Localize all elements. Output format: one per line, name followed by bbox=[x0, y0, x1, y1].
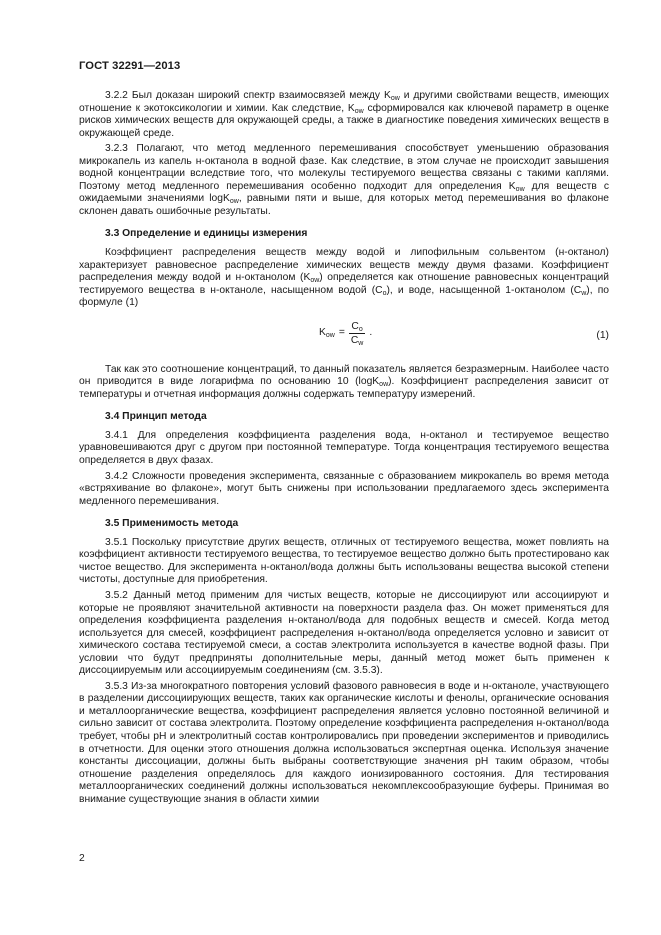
text-segment: ) определяется как отношение равновесных концентраций тестируемого вещества в н-октаноле, насыщенном водой (C bbox=[79, 272, 609, 296]
section-heading-3-4: 3.4 Принцип метода bbox=[105, 411, 207, 423]
paragraph-3-2-2 bbox=[79, 90, 609, 140]
paragraph-3-5-1: 3.5.1 Поскольку присутствие других веществ, отличных от тестируемого вещества, может повлиять на коэффициент активности тестируемого вещества, то тестируемое вещество должно быть протестировано как чистое вещество. Для эксперимента н-октанол/вода должны быть использованы вещества высокой степени чистоты, доступные для приобретения. bbox=[79, 536, 609, 586]
formula-period: . bbox=[369, 326, 373, 338]
formula-1 bbox=[319, 320, 372, 347]
paragraph-3-5-3: 3.5.3 Из-за многократного повторения условий фазового равновесия в воде и н-октаноле, участвующего в разделении диссоциирующих веществ, таких как органические кислоты и фенолы, органические основания и металлоорганические вещества, коэффициент распределения является условно постоянной величиной и сильно зависит от состава электролита. Поэтому определение коэффициента распределения н-октанол/вода требует, чтобы pH и электролитный состав контролировались при проведении экспериментов и приводились в отчетности. Для оценки этого отношения должна использоваться экспертная оценка. Используя значение константы диссоциации, должны быть выбраны соответствующие значения pH таким образом, чтобы отношение разделения определялось для каждого ионизированного состояния. Для тестирования металлоорганических соединений должны использоваться некомплексообразующие буферы. Принимая во внимание существующие знания в области химии bbox=[79, 680, 609, 805]
text-segment: ), и воде, насыщенной 1-октанолом (C bbox=[386, 284, 582, 296]
formula-fraction bbox=[349, 320, 366, 347]
section-heading-3-5: 3.5 Применимость метода bbox=[105, 518, 239, 530]
subscript: ow bbox=[390, 95, 400, 102]
paragraph-3-2-3 bbox=[79, 143, 609, 218]
formula-symbol: C bbox=[351, 320, 359, 332]
paragraph-3-4-2: 3.4.2 Сложности проведения эксперимента, связанные с образованием микрокапель во время метода «встряхивание во флаконе», могут быть снижены при использовании предлагаемого здесь эксперимента медленного перемешивания. bbox=[79, 470, 609, 507]
page-number: 2 bbox=[79, 853, 85, 864]
document-body bbox=[79, 90, 609, 806]
subscript: ow bbox=[229, 198, 239, 206]
paragraph-3-5-2: 3.5.2 Данный метод применим для чистых веществ, которые не диссоциируют или ассоциируют и которые не проявляют значительной активности на поверхности раздела фаз. Он может применяться для определения коэффициента разделения н-октанол/вода для подобных веществ и смесей. Когда метод используется для смесей, коэффициент распределения н-октанол/вода определяется условно и зависит от химического состава тестируемой смеси, а состав электролита используется в качестве водной фазы. При условии что будут предприняты дополнительные меры, данный метод может быть применен к диссоциируемым или ассоциируемым соединениям (см. 3.5.3). bbox=[79, 589, 609, 677]
document-header: ГОСТ 32291—2013 bbox=[79, 60, 181, 72]
formula-symbol: C bbox=[350, 334, 359, 346]
subscript: ow bbox=[310, 277, 320, 285]
text-segment: 3.2.2 Был доказан широкий спектр взаимосвязей между K bbox=[105, 90, 391, 101]
text-segment: Так как это соотношение концентраций, то данный показатель является безразмерным. Наиболее часто он приводится в виде логарифма по основанию 10 (logK bbox=[79, 363, 609, 388]
fraction-numerator bbox=[349, 320, 364, 334]
fraction-denominator bbox=[349, 334, 366, 347]
paragraph-after-formula bbox=[79, 364, 609, 402]
text-segment: Коэффициент распределения веществ между водой и липофильным сольвентом (н-октанол) характеризует равновесное распределение химических веществ между двумя фазами. Коэффициент распределения между водой и н-октанолом (K bbox=[79, 247, 609, 284]
text-segment: ), по формуле (1) bbox=[79, 284, 609, 309]
formula-symbol: K bbox=[319, 326, 326, 338]
formula-number: (1) bbox=[596, 329, 609, 341]
formula-block bbox=[79, 320, 609, 354]
text-segment: сформировался как ключевой параметр в оценке рисков химических веществ для окружающей среды, а также в диагностике поведения химических веществ в окружающей среде. bbox=[79, 102, 609, 139]
formula-equals: = bbox=[338, 326, 345, 338]
subscript: ow bbox=[354, 107, 364, 115]
text-segment: и другими свойствами веществ, имеющих отношение к экотоксикологии и химии. Как следствие, K bbox=[79, 90, 609, 114]
subscript: w bbox=[581, 289, 587, 297]
text-segment: 3.2.3 Полагают, что метод медленного перемешивания способствует уменьшению образования микрокапель из капель н-октанола в водной фазе. Как следствие, в этом случае не происходит завышения водной концентрации вследствие того, что молекулы тестируемого вещества связаны с такими каплями. Поэтому метод медленного перемешивания особенно подходит для определения K bbox=[79, 143, 609, 192]
text-segment: ). Коэффициент распределения зависит от температуры и отчетная информация должны содержать температуру измерений. bbox=[79, 376, 609, 400]
subscript: ow bbox=[515, 185, 525, 193]
subscript: w bbox=[358, 339, 364, 347]
subscript: o bbox=[382, 289, 387, 297]
subscript: ow bbox=[325, 331, 335, 339]
section-heading-3-3: 3.3 Определение и единицы измерения bbox=[105, 228, 308, 240]
paragraph-3-4-1: 3.4.1 Для определения коэффициента разделения вода, н-октанол и тестируемое вещество уравновешиваются друг с другом при постоянной температуре. Тогда концентрация тестируемого вещества определяется в двух фазах. bbox=[79, 429, 609, 467]
formula-lhs bbox=[319, 327, 335, 340]
text-segment: для веществ с ожидаемыми значениями logK bbox=[79, 180, 610, 205]
subscript: ow bbox=[379, 381, 389, 389]
paragraph-3-3 bbox=[79, 247, 609, 310]
text-segment: , равными пяти и выше, для которых метод перемешивания во флаконе склонен давать ошибочные результаты. bbox=[79, 193, 609, 217]
subscript: o bbox=[358, 325, 363, 333]
